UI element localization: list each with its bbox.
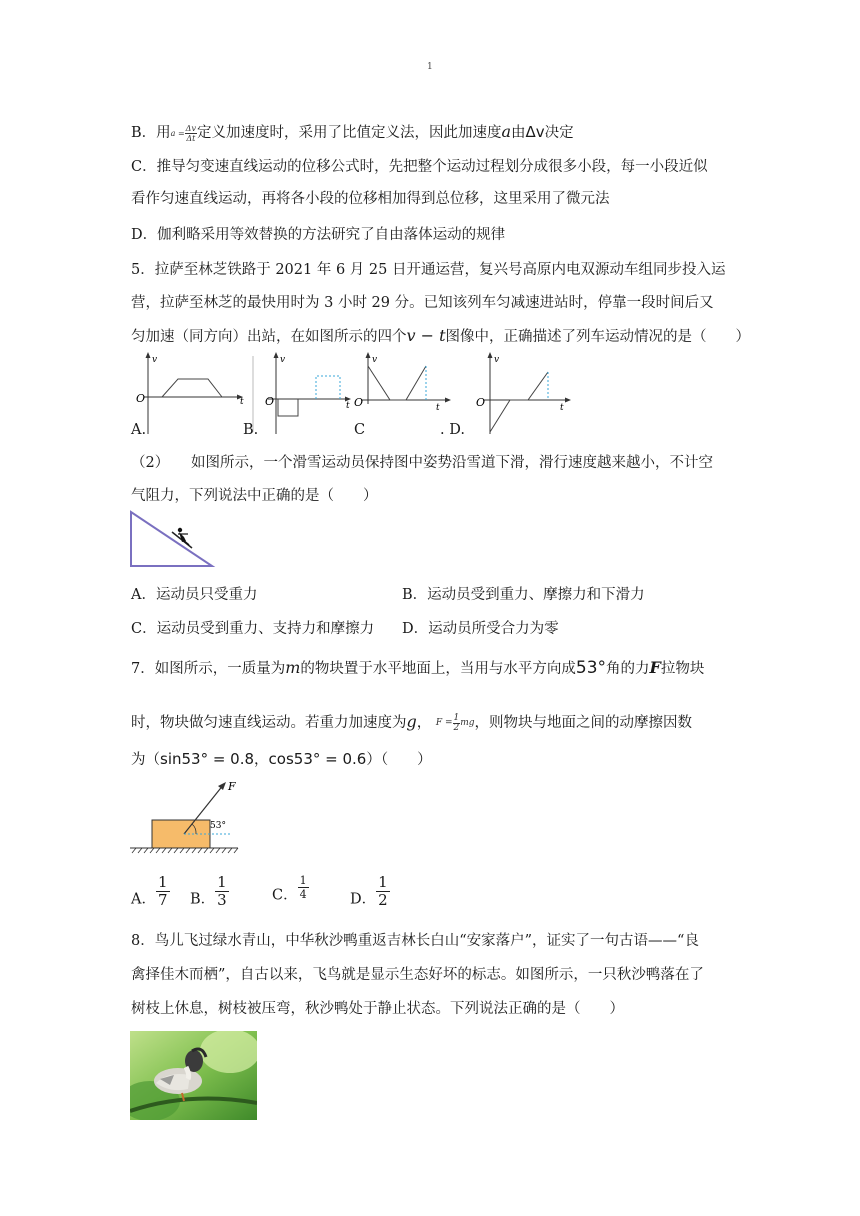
q7-l1-a: 7．如图所示，一质量为 bbox=[131, 661, 286, 677]
q7-mass-symbol: m bbox=[285, 658, 301, 677]
q7-cos: cos53° = 0.6 bbox=[268, 750, 367, 768]
graph-a-v-label: v bbox=[152, 355, 158, 365]
q7-opt-c-fraction: $\frac{1}{4}$ bbox=[299, 874, 307, 901]
graph-c-t-label: t bbox=[436, 403, 440, 413]
q5-label-c: C bbox=[354, 422, 366, 438]
q7-opt-d-fraction: $\frac{1}{2}$ bbox=[378, 873, 388, 909]
graph-b-origin: O bbox=[265, 395, 275, 408]
graph-d-origin: O bbox=[476, 396, 486, 409]
q4-option-b bbox=[131, 122, 574, 143]
q4-option-c-line2: 看作匀速直线运动，再将各小段的位移相加得到总位移，这里采用了微元法 bbox=[131, 191, 610, 207]
q4-b-formula-lhs: a = bbox=[170, 128, 185, 138]
q7-l1-d: 拉物块 bbox=[660, 661, 705, 677]
q7-mg: mg bbox=[460, 717, 475, 728]
q4-b-a: a bbox=[501, 122, 512, 141]
q7-option-c bbox=[272, 874, 309, 909]
q5-line3-pre: 匀加速（同方向）出站，在如图所示的四个 bbox=[131, 329, 407, 345]
graph-b-t-label: t bbox=[346, 401, 350, 411]
q7-l1-b: 的物块置于水平地面上，当用与水平方向成 bbox=[300, 661, 576, 677]
q7-l2-b: ，则物块与地面之间的动摩擦因数 bbox=[474, 715, 693, 731]
q4-b-prefix: B．用 bbox=[131, 125, 171, 141]
q5-graph-b bbox=[253, 352, 351, 434]
q7-opt-b-label: B． bbox=[190, 891, 216, 908]
graph-b-v-label: v bbox=[280, 355, 286, 365]
q7-option-d bbox=[350, 873, 390, 917]
page-number: 1 bbox=[427, 62, 433, 72]
q7-l3-b: ）（ ） bbox=[366, 752, 432, 768]
q6-option-a: A．运动员只受重力 bbox=[131, 587, 258, 603]
graph-c-v-label: v bbox=[372, 355, 378, 365]
graph-a-t-label: t bbox=[240, 397, 244, 407]
q8-duck-photo bbox=[130, 1031, 257, 1120]
q5-label-a: A. bbox=[131, 422, 147, 438]
q5-line3 bbox=[131, 326, 750, 347]
q6-line1: （2） 如图所示，一个滑雪运动员保持图中姿势沿雪道下滑，滑行速度越来越小，不计空 bbox=[131, 455, 713, 471]
q7-angle: 53° bbox=[575, 658, 607, 678]
q8-line3: 树枝上休息，树枝被压弯，秋沙鸭处于静止状态。下列说法正确的是（ ） bbox=[131, 1001, 624, 1017]
q5-line1: 5．拉萨至林芝铁路于 2021 年 6 月 25 日开通运营，复兴号高原内电双源动车组同步投入运 bbox=[131, 262, 726, 278]
q5-graph-c bbox=[354, 352, 451, 413]
q7-option-b bbox=[190, 873, 229, 917]
q4-option-d: D．伽利略采用等效替换的方法研究了自由落体运动的规律 bbox=[131, 227, 506, 243]
q4-b-end: 决定 bbox=[544, 125, 574, 141]
q7-line1 bbox=[131, 658, 704, 679]
q6-option-c: C．运动员受到重力、支持力和摩擦力 bbox=[131, 621, 375, 637]
q6-option-d: D．运动员所受合力为零 bbox=[402, 621, 559, 637]
q6-line2: 气阻力，下列说法中正确的是（ ） bbox=[131, 488, 378, 504]
q4-option-c-line1: C．推导匀变速直线运动的位移公式时，先把整个运动过程划分成很多小段，每一小段近似 bbox=[131, 159, 708, 175]
q5-line3-post: 图像中，正确描述了列车运动情况的是（ ） bbox=[445, 329, 751, 345]
graph-d-t-label: t bbox=[560, 403, 564, 413]
q7-opt-c-label: C． bbox=[272, 887, 298, 904]
fig-force-label: F bbox=[228, 780, 236, 793]
graph-c-origin: O bbox=[354, 396, 364, 409]
q7-l1-c: 角的力 bbox=[606, 661, 650, 677]
q7-line3 bbox=[131, 749, 432, 770]
graph-a-origin: O bbox=[136, 392, 146, 405]
q7-option-a bbox=[131, 873, 170, 917]
q7-opt-b-fraction: $\frac{1}{3}$ bbox=[217, 873, 227, 909]
q6-slope-figure bbox=[128, 508, 218, 570]
q8-line2: 禽择佳木而栖”，自古以来，飞鸟就是显示生态好坏的标志。如图所示，一只秋沙鸭落在了 bbox=[131, 967, 704, 983]
q7-block-figure bbox=[128, 780, 243, 860]
q7-f-lhs: F = bbox=[435, 717, 453, 728]
q4-b-dv: Δv bbox=[525, 123, 545, 141]
q7-opt-a-fraction: $\frac{1}{7}$ bbox=[157, 873, 168, 909]
q7-opt-d-label: D． bbox=[350, 891, 377, 908]
q7-opt-a-label: A． bbox=[131, 891, 156, 908]
q7-l2-comma: ， bbox=[416, 715, 432, 731]
q5-graph-a bbox=[136, 352, 244, 434]
q5-graph-d bbox=[476, 352, 571, 434]
q7-f-fraction: $\frac{1}{2}$ bbox=[453, 712, 460, 733]
q5-line2: 营，拉萨至林芝的最快用时为 3 小时 29 分。已知该列车匀减速进站时，停靠一段时间后又 bbox=[131, 295, 714, 311]
q5-label-b: B. bbox=[243, 422, 259, 438]
fig-angle-label: 53° bbox=[210, 821, 226, 831]
ground-hatching bbox=[132, 848, 238, 853]
q4-b-mid: 定义加速度时，采用了比值定义法，因此加速度 bbox=[196, 125, 502, 141]
q7-l3-a: 为（ bbox=[131, 752, 160, 768]
q5-vt-symbol: v − t bbox=[406, 326, 446, 345]
q5-label-d: . D. bbox=[440, 422, 465, 438]
q7-g-symbol: g bbox=[406, 712, 417, 731]
q7-l2-a: 时，物块做匀速直线运动。若重力加速度为 bbox=[131, 715, 407, 731]
q4-b-by: 由 bbox=[511, 125, 526, 141]
q4-b-fraction: $\frac{\Delta v}{\Delta t}$ bbox=[185, 123, 196, 143]
q7-sin: sin53° = 0.8 bbox=[160, 750, 255, 768]
graph-d-v-label: v bbox=[494, 355, 500, 365]
q6-option-b: B．运动员受到重力、摩擦力和下滑力 bbox=[402, 587, 645, 603]
q8-line1: 8．鸟儿飞过绿水青山，中华秋沙鸭重返吉林长白山“安家落户”，证实了一句古语——“良 bbox=[131, 933, 699, 949]
q7-line2 bbox=[131, 712, 692, 733]
q7-force-symbol: F bbox=[649, 658, 661, 677]
q7-l3-sep: ， bbox=[254, 752, 269, 768]
